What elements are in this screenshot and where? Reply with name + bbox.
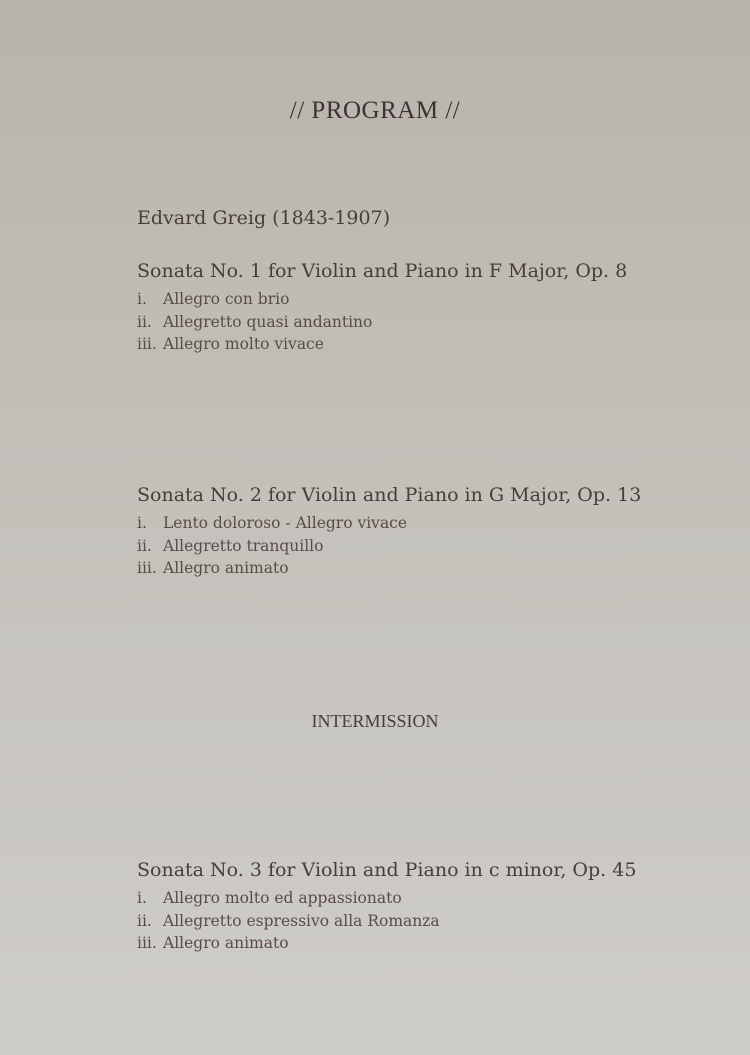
movement-name: Allegro molto ed appassionato [163, 889, 402, 907]
movement-item [137, 335, 627, 358]
piece-sonata-3 [137, 859, 636, 957]
movement-numeral: iii. [137, 559, 157, 577]
piece-title: Sonata No. 3 for Violin and Piano in c minor, Op. 45 [137, 859, 637, 881]
intermission-label: INTERMISSION [311, 711, 439, 731]
movement-item [137, 514, 641, 537]
movement-name: Allegretto quasi andantino [163, 312, 373, 331]
movement-name: Allegro con brio [163, 290, 290, 308]
movement-numeral: iii. [137, 934, 157, 952]
movement-numeral: i. [137, 290, 147, 308]
movement-item [137, 559, 641, 582]
movement-numeral: ii. [137, 312, 152, 331]
movement-name: Allegro molto vivace [163, 335, 324, 353]
movement-name: Allegro animato [163, 934, 289, 952]
movement-name: Allegretto espressivo alla Romanza [163, 911, 440, 930]
movement-name: Allegro animato [163, 559, 289, 577]
movement-item [137, 537, 641, 560]
movement-item [137, 934, 636, 957]
movement-numeral: ii. [137, 911, 152, 930]
piece-sonata-2 [137, 484, 641, 582]
page-title: // PROGRAM // [289, 97, 461, 124]
piece-title: Sonata No. 2 for Violin and Piano in G Major, Op. 13 [137, 484, 642, 506]
movement-item [137, 889, 636, 912]
movement-numeral: i. [137, 889, 147, 907]
movement-numeral: ii. [137, 536, 152, 555]
movement-item [137, 290, 627, 313]
movement-name: Allegretto tranquillo [163, 536, 324, 555]
piece-title: Sonata No. 1 for Violin and Piano in F Major, Op. 8 [137, 260, 628, 282]
movement-item [137, 912, 636, 935]
movement-numeral: iii. [137, 335, 157, 353]
movement-name: Lento doloroso - Allegro vivace [163, 514, 408, 532]
piece-sonata-1 [137, 260, 627, 358]
movement-item [137, 313, 627, 336]
movement-numeral: i. [137, 514, 147, 532]
composer-name: Edvard Greig (1843-1907) [137, 207, 391, 229]
